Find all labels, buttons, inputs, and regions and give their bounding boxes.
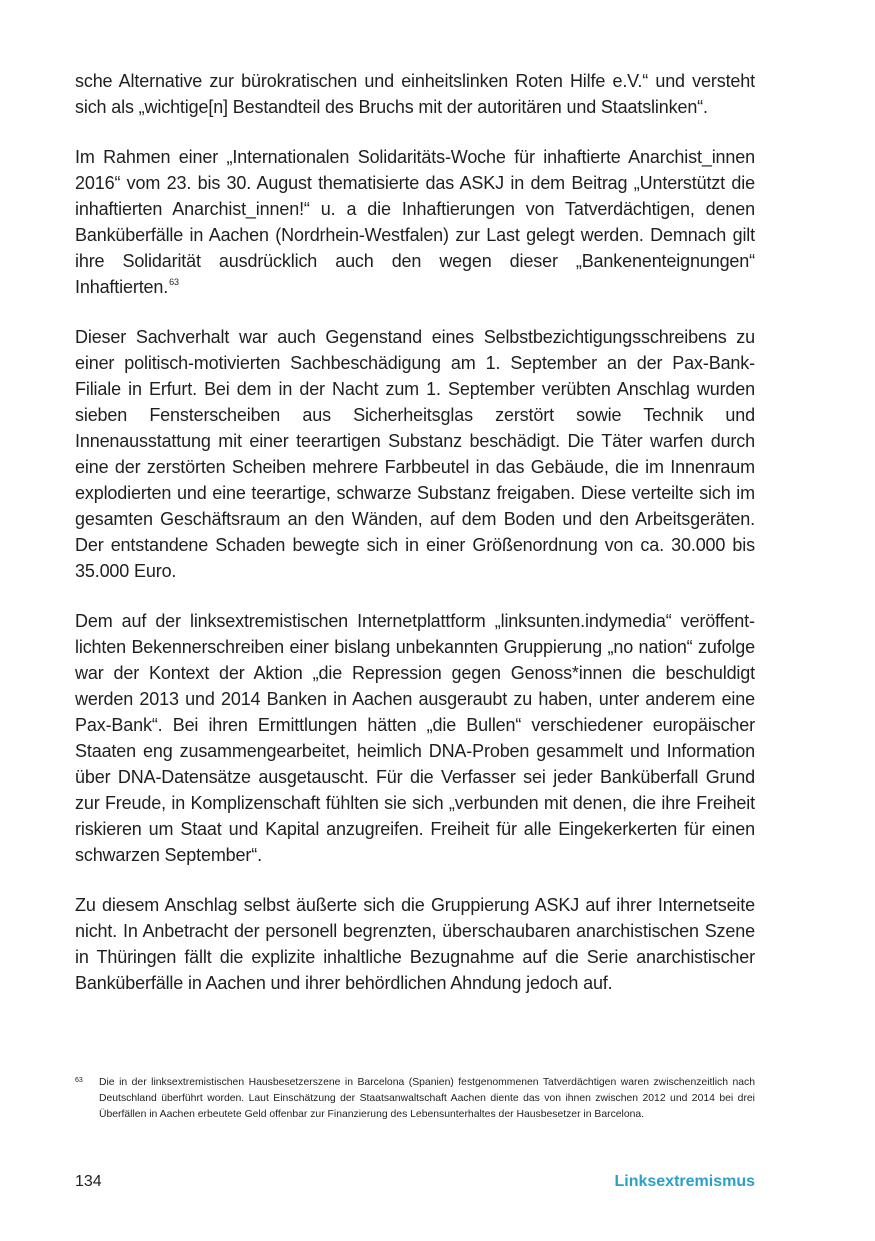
paragraph-3-text: Dieser Sachverhalt war auch Gegenstand eines Selbstbezichtigungsschreibens zu einer politisch-motivierten Sachbeschädigung am 1. September an der Pax-Bank-Filiale in Erfurt. Bei dem in der Nacht zum 1. September verübten Anschlag wurden sieben Fensterscheiben aus Sicherheitsglas zerstört sowie Technik und Innenausstattung mit einer teerartigen Substanz beschädigt. Die Täter warfen durch eine der zerstörten Scheiben mehrere Farbbeutel in das Gebäude, die im Innenraum explodierten und eine teerartige, schwarze Substanz freigaben. Diese verteilte sich im gesamten Geschäftsraum an den Wänden, auf dem Boden und den Arbeitsgeräten. Der entstandene Schaden bewegte sich in einer Größenordnung von ca. 30.000 bis 35.000 Euro. — [75, 327, 755, 581]
page-number: 134 — [75, 1173, 102, 1190]
footnote-text: Die in der linksextremistischen Hausbesetzerszene in Barcelona (Spanien) festgenommenen Tatverdächtigen waren zwischenzeitlich nach Deutschland überführt worden. Laut Einschätzung der Staatsanwaltschaft Aachen diente das von ihnen zwischen 2012 und 2014 bei drei Überfällen in Aachen erbeutete Geld offenbar zur Finanzierung des Lebensunterhaltes der Hausbesetzer in Barcelona. — [99, 1077, 755, 1121]
paragraph-5 — [75, 892, 755, 996]
paragraph-3 — [75, 324, 755, 584]
footnote-reference[interactable]: 63 — [169, 277, 179, 287]
paragraph-2-text: Im Rahmen einer „Internationalen Solidaritäts-Woche für inhaftierte Anarchist_innen 2016“ vom 23. bis 30. August thematisierte das ASKJ in dem Beitrag „Unterstützt die inhaftierten Anarchist_innen!“ u. a die Inhaftierungen von Tatverdächtigen, denen Banküberfälle in Aachen (Nordrhein-Westfalen) zur Last gelegt werden. Demnach gilt ihre Solidarität ausdrücklich auch den wegen dieser „Bankenenteignungen“ Inhaftierten. — [75, 147, 755, 297]
footnote — [75, 1075, 755, 1124]
paragraph-5-text: Zu diesem Anschlag selbst äußerte sich die Gruppierung ASKJ auf ihrer Internetseite nicht. In Anbetracht der personell begrenzten, überschaubaren anarchistischen Szene in Thüringen fällt die explizite inhaltliche Bezugnahme auf die Serie anarchistischer Banküberfälle in Aachen und ihrer behördlichen Ahndung jedoch auf. — [75, 895, 755, 993]
body-text — [75, 68, 755, 1020]
paragraph-4-text: Dem auf der linksextremistischen Internetplattform „linksunten.indymedia“ veröffentlichten Bekennerschreiben einer bislang unbekannten Gruppierung „no nation“ zufolge war der Kontext der Aktion „die Repression gegen Genoss*innen die beschuldigt werden 2013 und 2014 Banken in Aachen ausgeraubt zu haben, unter anderem eine Pax-Bank“. Bei ihren Ermittlungen hätten „die Bullen“ verschiedener europäischer Staaten eng zusammengearbeitet, heimlich DNA-Proben gesammelt und Information über DNA-Datensätze ausgetauscht. Für die Verfasser sei jeder Banküberfall Grund zur Freude, in Komplizenschaft fühlten sie sich „verbunden mit denen, die ihre Freiheit riskieren um Staat und Kapital anzugreifen. Freiheit für alle Eingekerkerten für einen schwarzen September“. — [75, 611, 755, 865]
running-title: Linksextremismus — [614, 1173, 755, 1190]
paragraph-1 — [75, 68, 755, 120]
paragraph-2 — [75, 144, 755, 300]
paragraph-4 — [75, 608, 755, 868]
footnote-number: 63 — [75, 1077, 83, 1084]
paragraph-1-text: sche Alternative zur bürokratischen und einheitslinken Roten Hilfe e.V.“ und versteht sich als „wichtige[n] Bestandteil des Bruchs mit der autoritären und Staatslinken“. — [75, 71, 755, 117]
